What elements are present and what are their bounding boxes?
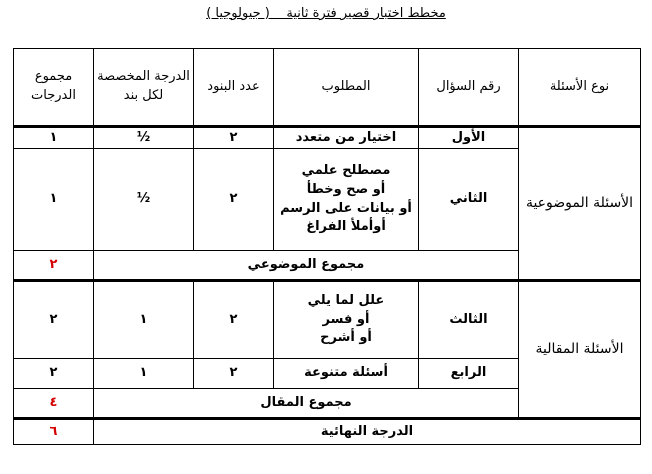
header-total: مجموع الدرجات	[14, 49, 94, 127]
essay-subtotal-value: ٤	[14, 389, 94, 419]
row4-score: ١	[94, 359, 194, 389]
table-row	[14, 127, 641, 149]
group-objective: الأسئلة الموضوعية	[519, 127, 641, 281]
row2-required	[274, 149, 419, 251]
row3-total: ٢	[14, 281, 94, 359]
row4-number: الرابع	[419, 359, 519, 389]
row1-count: ٢	[194, 127, 274, 149]
header-number: رقم السؤال	[419, 49, 519, 127]
row1-required: اختيار من متعدد	[274, 127, 419, 149]
row2-score: ½	[94, 149, 194, 251]
row2-count: ٢	[194, 149, 274, 251]
row3-count: ٢	[194, 281, 274, 359]
row3-required	[274, 281, 419, 359]
row2-number: الثاني	[419, 149, 519, 251]
exam-blueprint-table	[13, 48, 641, 445]
row2-required-line: أوأملأ الفراغ	[306, 219, 386, 235]
row4-count: ٢	[194, 359, 274, 389]
objective-subtotal-label: مجموع الموضوعي	[94, 251, 519, 281]
header-row	[14, 49, 641, 127]
table-row	[14, 281, 641, 359]
header-required: المطلوب	[274, 49, 419, 127]
row1-number: الأول	[419, 127, 519, 149]
row3-number: الثالث	[419, 281, 519, 359]
row2-required-line: مصطلح علمي	[301, 162, 391, 178]
header-count: عدد البنود	[194, 49, 274, 127]
row3-required-line: أو أشرح	[320, 330, 372, 346]
final-row	[14, 419, 641, 445]
row1-score: ½	[94, 127, 194, 149]
essay-subtotal-label: مجموع المقال	[94, 389, 519, 419]
row3-score: ١	[94, 281, 194, 359]
row4-required: أسئلة متنوعة	[274, 359, 419, 389]
row2-required-line: أو صح وخطأ	[306, 181, 386, 197]
row2-total: ١	[14, 149, 94, 251]
row4-total: ٢	[14, 359, 94, 389]
row3-required-line: أو فسر	[322, 311, 370, 327]
row3-required-line: علل لما يلي	[307, 292, 385, 308]
objective-subtotal-value: ٢	[14, 251, 94, 281]
final-score-value: ٦	[14, 419, 94, 445]
row2-required-line: أو بيانات على الرسم	[280, 200, 412, 216]
header-type: نوع الأسئلة	[519, 49, 641, 127]
row1-total: ١	[14, 127, 94, 149]
group-essay: الأسئلة المقالية	[519, 281, 641, 419]
header-score-per: الدرجة المخصصة لكل بند	[94, 49, 194, 127]
final-score-label: الدرجة النهائية	[94, 419, 641, 445]
document-title: مخطط اختبار قصير فترة ثانية ( جيولوجيا )	[206, 6, 446, 21]
